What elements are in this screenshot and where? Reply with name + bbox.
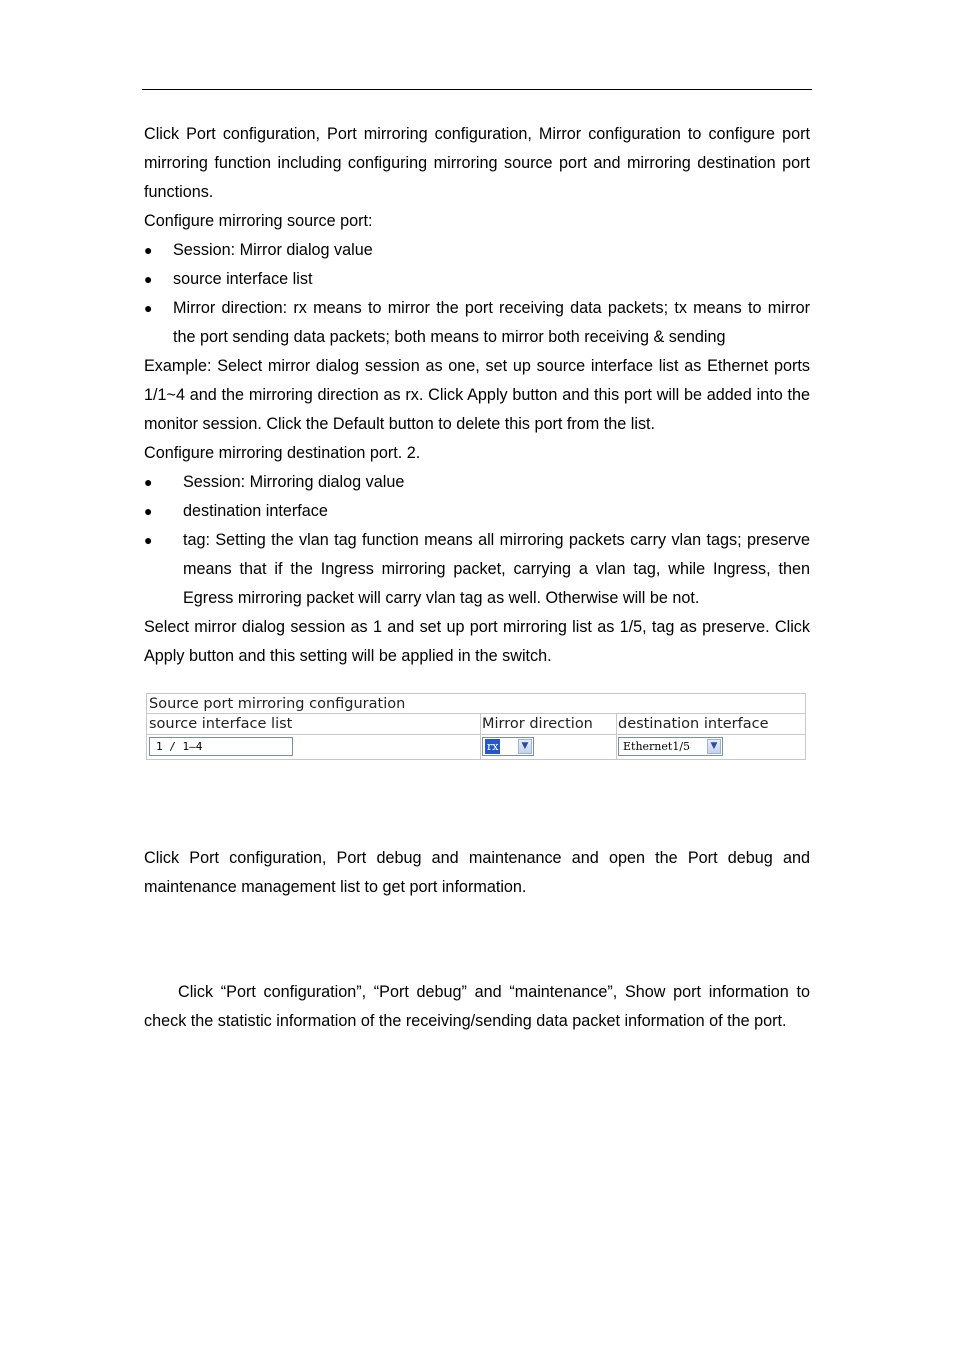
table-divider [616,714,617,759]
list-item: ● tag: Setting the vlan tag function means all mirroring packets carry vlan tags; preserve means that if the Ingress mirroring packet, carrying a vlan tag, while Ingress, then Egress mirroring packet will carry vlan tag as well. Otherwise will be not. [144,526,810,613]
source-port-heading: Configure mirroring source port: [144,212,373,230]
column-header-destination: destination interface [618,716,769,732]
bullet-icon: ● [144,300,153,316]
column-header-source: source interface list [149,716,293,732]
destination-port-heading: Configure mirroring destination port. 2. [144,444,421,462]
mirror-direction-select[interactable] [482,737,534,756]
table-divider [147,734,805,735]
table-divider [147,713,805,714]
table-divider [480,714,481,759]
bullet-icon: ● [144,271,153,287]
select-paragraph: Select mirror dialog session as 1 and set up port mirroring list as 1/5, tag as preserve. Click Apply button and this setting will be applied in the switch. [144,618,810,665]
mirror-config-table [146,693,806,760]
destination-interface-select[interactable] [618,737,723,756]
debug-section [144,844,810,902]
list-item: ● destination interface [144,497,810,526]
header-rule [142,89,812,90]
show-port-info-section [144,978,810,1036]
intro-paragraph: Click Port configuration, Port mirroring configuration, Mirror configuration to configure port mirroring function including configuring mirroring source port and mirroring destination port functions. [144,125,810,201]
list-item: ● source interface list [144,265,810,294]
list-item: ● Session: Mirroring dialog value [144,468,810,497]
bullet-icon: ● [144,242,153,258]
show-port-info-paragraph: Click “Port configuration”, “Port debug” and “maintenance”, Show port information to check the statistic information of the receiving/sending data packet information of the port. [144,983,810,1030]
example-paragraph: Example: Select mirror dialog session as one, set up source interface list as Ethernet ports 1/1~4 and the mirroring direction as rx. Click Apply button and this port will be added into the monitor session. Click the Default button to delete this port from the list. [144,357,810,433]
bullet-icon: ● [144,503,153,519]
mirroring-section [144,120,810,671]
table-title: Source port mirroring configuration [149,696,406,712]
source-interface-input[interactable]: 1 / 1—4 [149,737,293,756]
bullet-icon: ● [144,532,153,548]
destination-interface-value: Ethernet1/5 [623,740,691,753]
list-item: ● Session: Mirror dialog value [144,236,810,265]
debug-paragraph: Click Port configuration, Port debug and maintenance and open the Port debug and maintenance management list to get port information. [144,849,810,896]
chevron-down-icon[interactable]: ▼ [707,739,721,754]
column-header-direction: Mirror direction [482,716,593,732]
bullet-icon: ● [144,474,153,490]
mirror-direction-value: rx [487,740,499,753]
list-item: ● Mirror direction: rx means to mirror the port receiving data packets; tx means to mirror the port sending data packets; both means to mirror both receiving & sending [144,294,810,352]
chevron-down-icon[interactable]: ▼ [518,739,532,754]
